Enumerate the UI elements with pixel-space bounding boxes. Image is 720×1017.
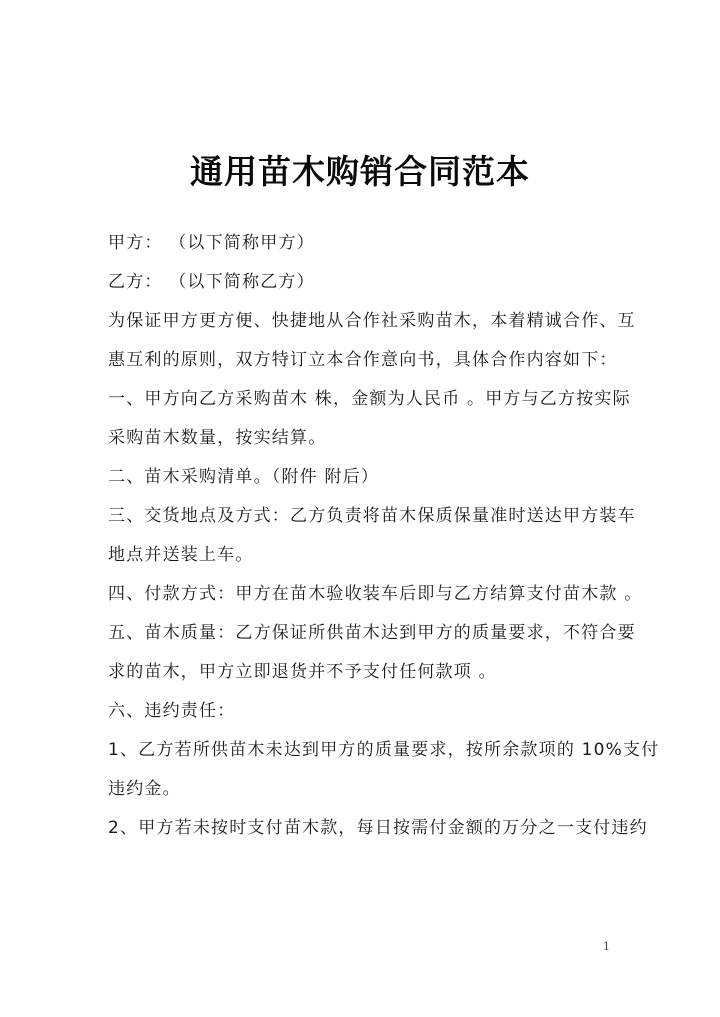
clause-6-item-2-line-1: 2、甲方若未按时支付苗木款，每日按需付金额的万分之一支付违约 [108,818,648,838]
preamble-line-2: 惠互利的原则，双方特订立本合作意向书，具体合作内容如下： [108,350,618,370]
party-a-line: 甲方： （以下简称甲方） [108,233,315,253]
page-number: 1 [603,940,610,953]
document-title: 通用苗木购销合同范本 [190,152,530,191]
clause-6-item-1-line-1: 1、乙方若所供苗木未达到甲方的质量要求，按所余款项的 10%支付 [108,740,660,760]
clause-5-line-1: 五、苗木质量：乙方保证所供苗木达到甲方的质量要求，不符合要 [108,623,636,643]
clause-6-heading: 六、违约责任： [108,701,236,721]
preamble-line-1: 为保证甲方更方便、快捷地从合作社采购苗木，本着精诚合作、互 [108,311,636,331]
clause-6-item-1-line-2: 违约金。 [108,779,181,799]
clause-1-line-2: 采购苗木数量，按实结算。 [108,428,327,448]
party-b-line: 乙方： （以下简称乙方） [108,272,315,292]
clause-2-line: 二、苗木采购清单。（附件 附后） [108,467,380,487]
clause-1-line-1: 一、甲方向乙方采购苗木 株，金额为人民币 。甲方与乙方按实际 [108,389,631,409]
clause-3-line-2: 地点并送装上车。 [108,545,254,565]
clause-5-line-2: 求的苗木，甲方立即退货并不予支付任何款项 。 [108,662,497,682]
clause-3-line-1: 三、交货地点及方式：乙方负责将苗木保质保量准时送达甲方装车 [108,506,636,526]
document-body [108,228,660,852]
clause-4-line: 四、付款方式：甲方在苗木验收装车后即与乙方结算支付苗木款 。 [108,584,643,604]
